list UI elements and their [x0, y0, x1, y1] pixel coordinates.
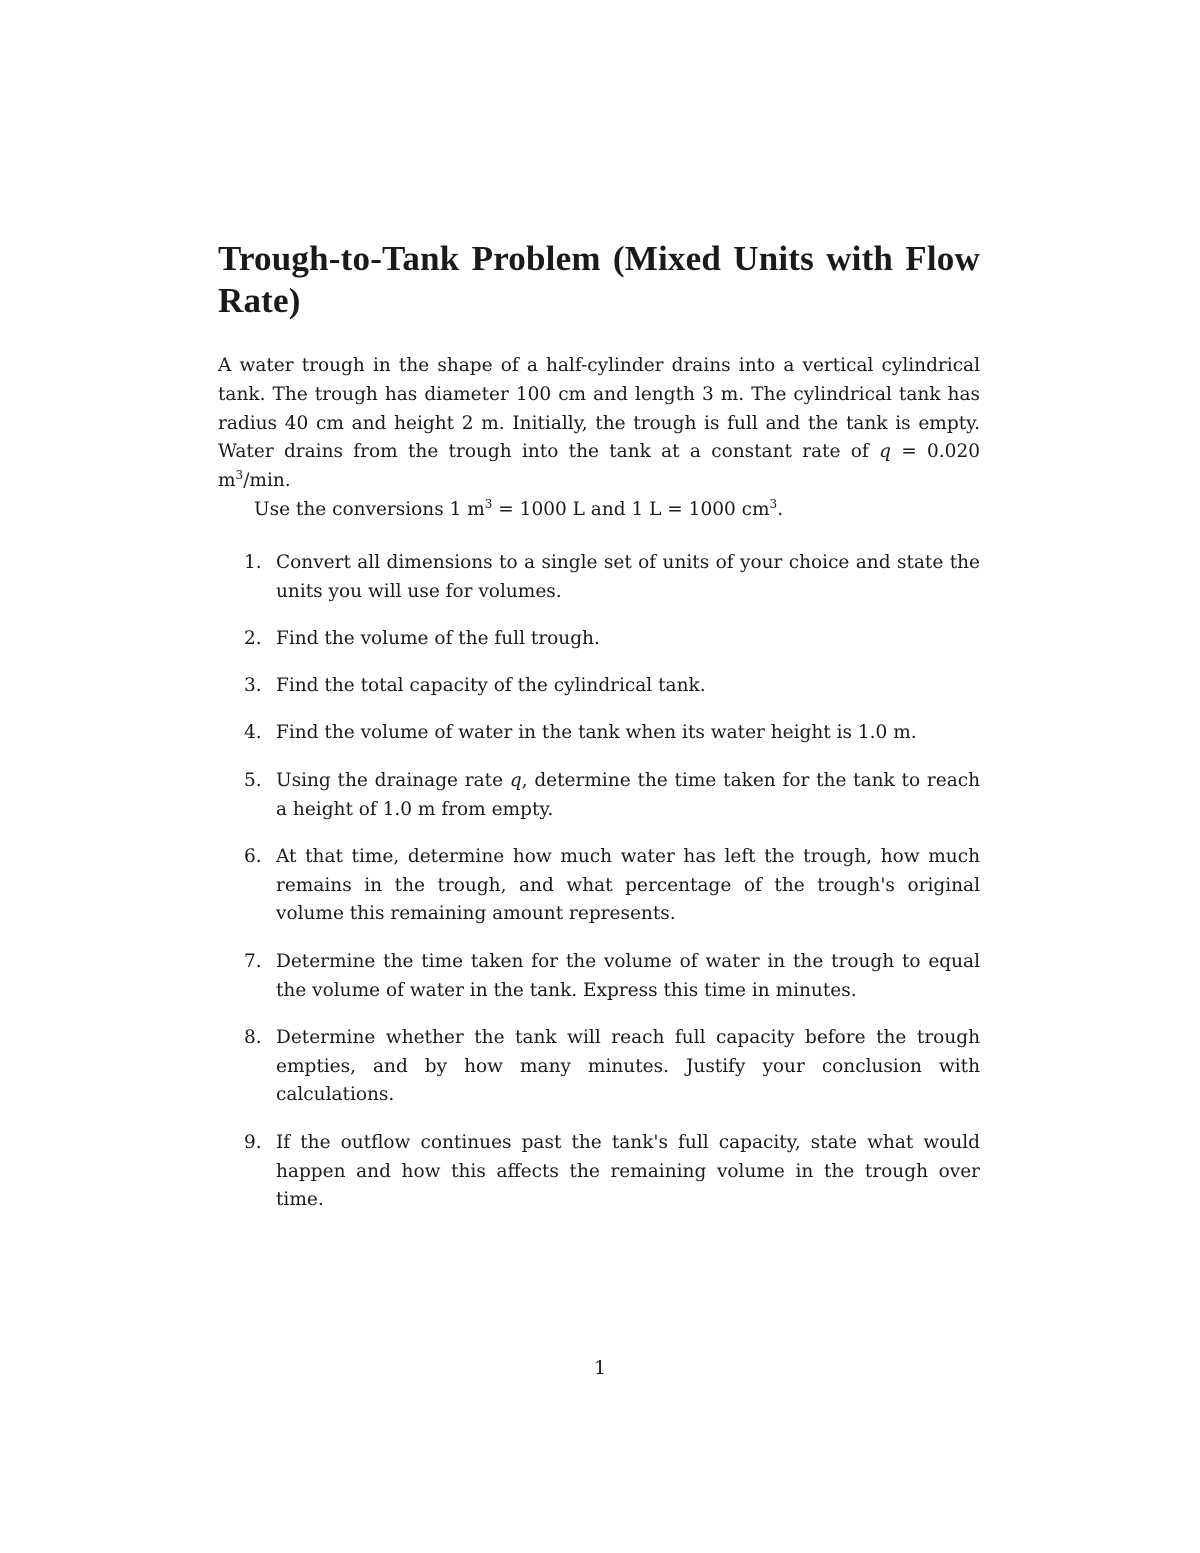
question-text: Find the total capacity of the cylindrical tank. [276, 675, 706, 697]
document-page [218, 238, 980, 1234]
conversions-middle: = 1000 L and 1 L = 1000 cm [492, 498, 770, 520]
question-item [218, 1024, 980, 1110]
rate-value: = 0.020 m [218, 441, 980, 492]
question-text: If the outflow continues past the tank's full capacity, state what would happen and how this affects the remaining volume in the trough over time. [276, 1131, 980, 1211]
conversions-prefix: Use the conversions 1 m [254, 498, 485, 520]
question-item [218, 767, 980, 825]
question-item [218, 1129, 980, 1215]
question-item [218, 672, 980, 701]
conversions-suffix: . [777, 498, 784, 520]
question-item [218, 549, 980, 607]
question-variable: q [509, 769, 522, 791]
question-number: 8. [244, 1026, 262, 1048]
question-item [218, 948, 980, 1006]
intro-text: A water trough in the shape of a half-cylinder drains into a vertical cylindrical tank. The trough has diameter 100 cm and length 3 m. The cylindrical tank has radius 40 cm and height 2 m. Initially, the trough is full and the tank is empty. Water drains from the trough into the tank at a constant rate of [218, 355, 980, 463]
question-text-after: , determine the time taken for the tank to reach a height of 1.0 m from empty. [276, 769, 981, 820]
question-number: 2. [244, 627, 262, 649]
rate-exponent: 3 [235, 468, 244, 483]
question-number: 4. [244, 722, 262, 744]
question-text: Determine the time taken for the volume of water in the trough to equal the volume of water in the tank. Express this time in minutes. [276, 950, 980, 1001]
page-number: 1 [593, 1357, 607, 1379]
question-number: 5. [244, 769, 262, 791]
conversions-paragraph [218, 496, 980, 525]
question-text-before: Using the drainage rate [276, 769, 510, 791]
question-text: Determine whether the tank will reach full capacity before the trough empties, and by how many minutes. Justify your conclusion with calculations. [276, 1026, 980, 1106]
question-number: 6. [244, 845, 262, 867]
question-number: 3. [244, 675, 262, 697]
intro-paragraph [218, 352, 980, 496]
question-text: Convert all dimensions to a single set of units of your choice and state the units you will use for volumes. [276, 551, 980, 602]
conversions-exponent-2: 3 [769, 496, 778, 511]
conversions-exponent-1: 3 [484, 496, 493, 511]
question-list [218, 549, 980, 1215]
page-title: Trough-to-Tank Problem (Mixed Units with Flow Rate) [218, 239, 980, 320]
question-number: 7. [244, 950, 262, 972]
question-text: Find the volume of the full trough. [276, 627, 600, 649]
question-item [218, 719, 980, 748]
question-text: Find the volume of water in the tank when its water height is 1.0 m. [276, 722, 917, 744]
question-text: At that time, determine how much water has left the trough, how much remains in the trough, and what percentage of the trough's original volume this remaining amount represents. [276, 845, 980, 925]
question-item [218, 843, 980, 929]
rate-unit: /min. [243, 470, 291, 492]
question-number: 1. [244, 551, 262, 573]
rate-variable: q [879, 441, 891, 463]
question-number: 9. [244, 1131, 262, 1153]
question-item [218, 625, 980, 654]
